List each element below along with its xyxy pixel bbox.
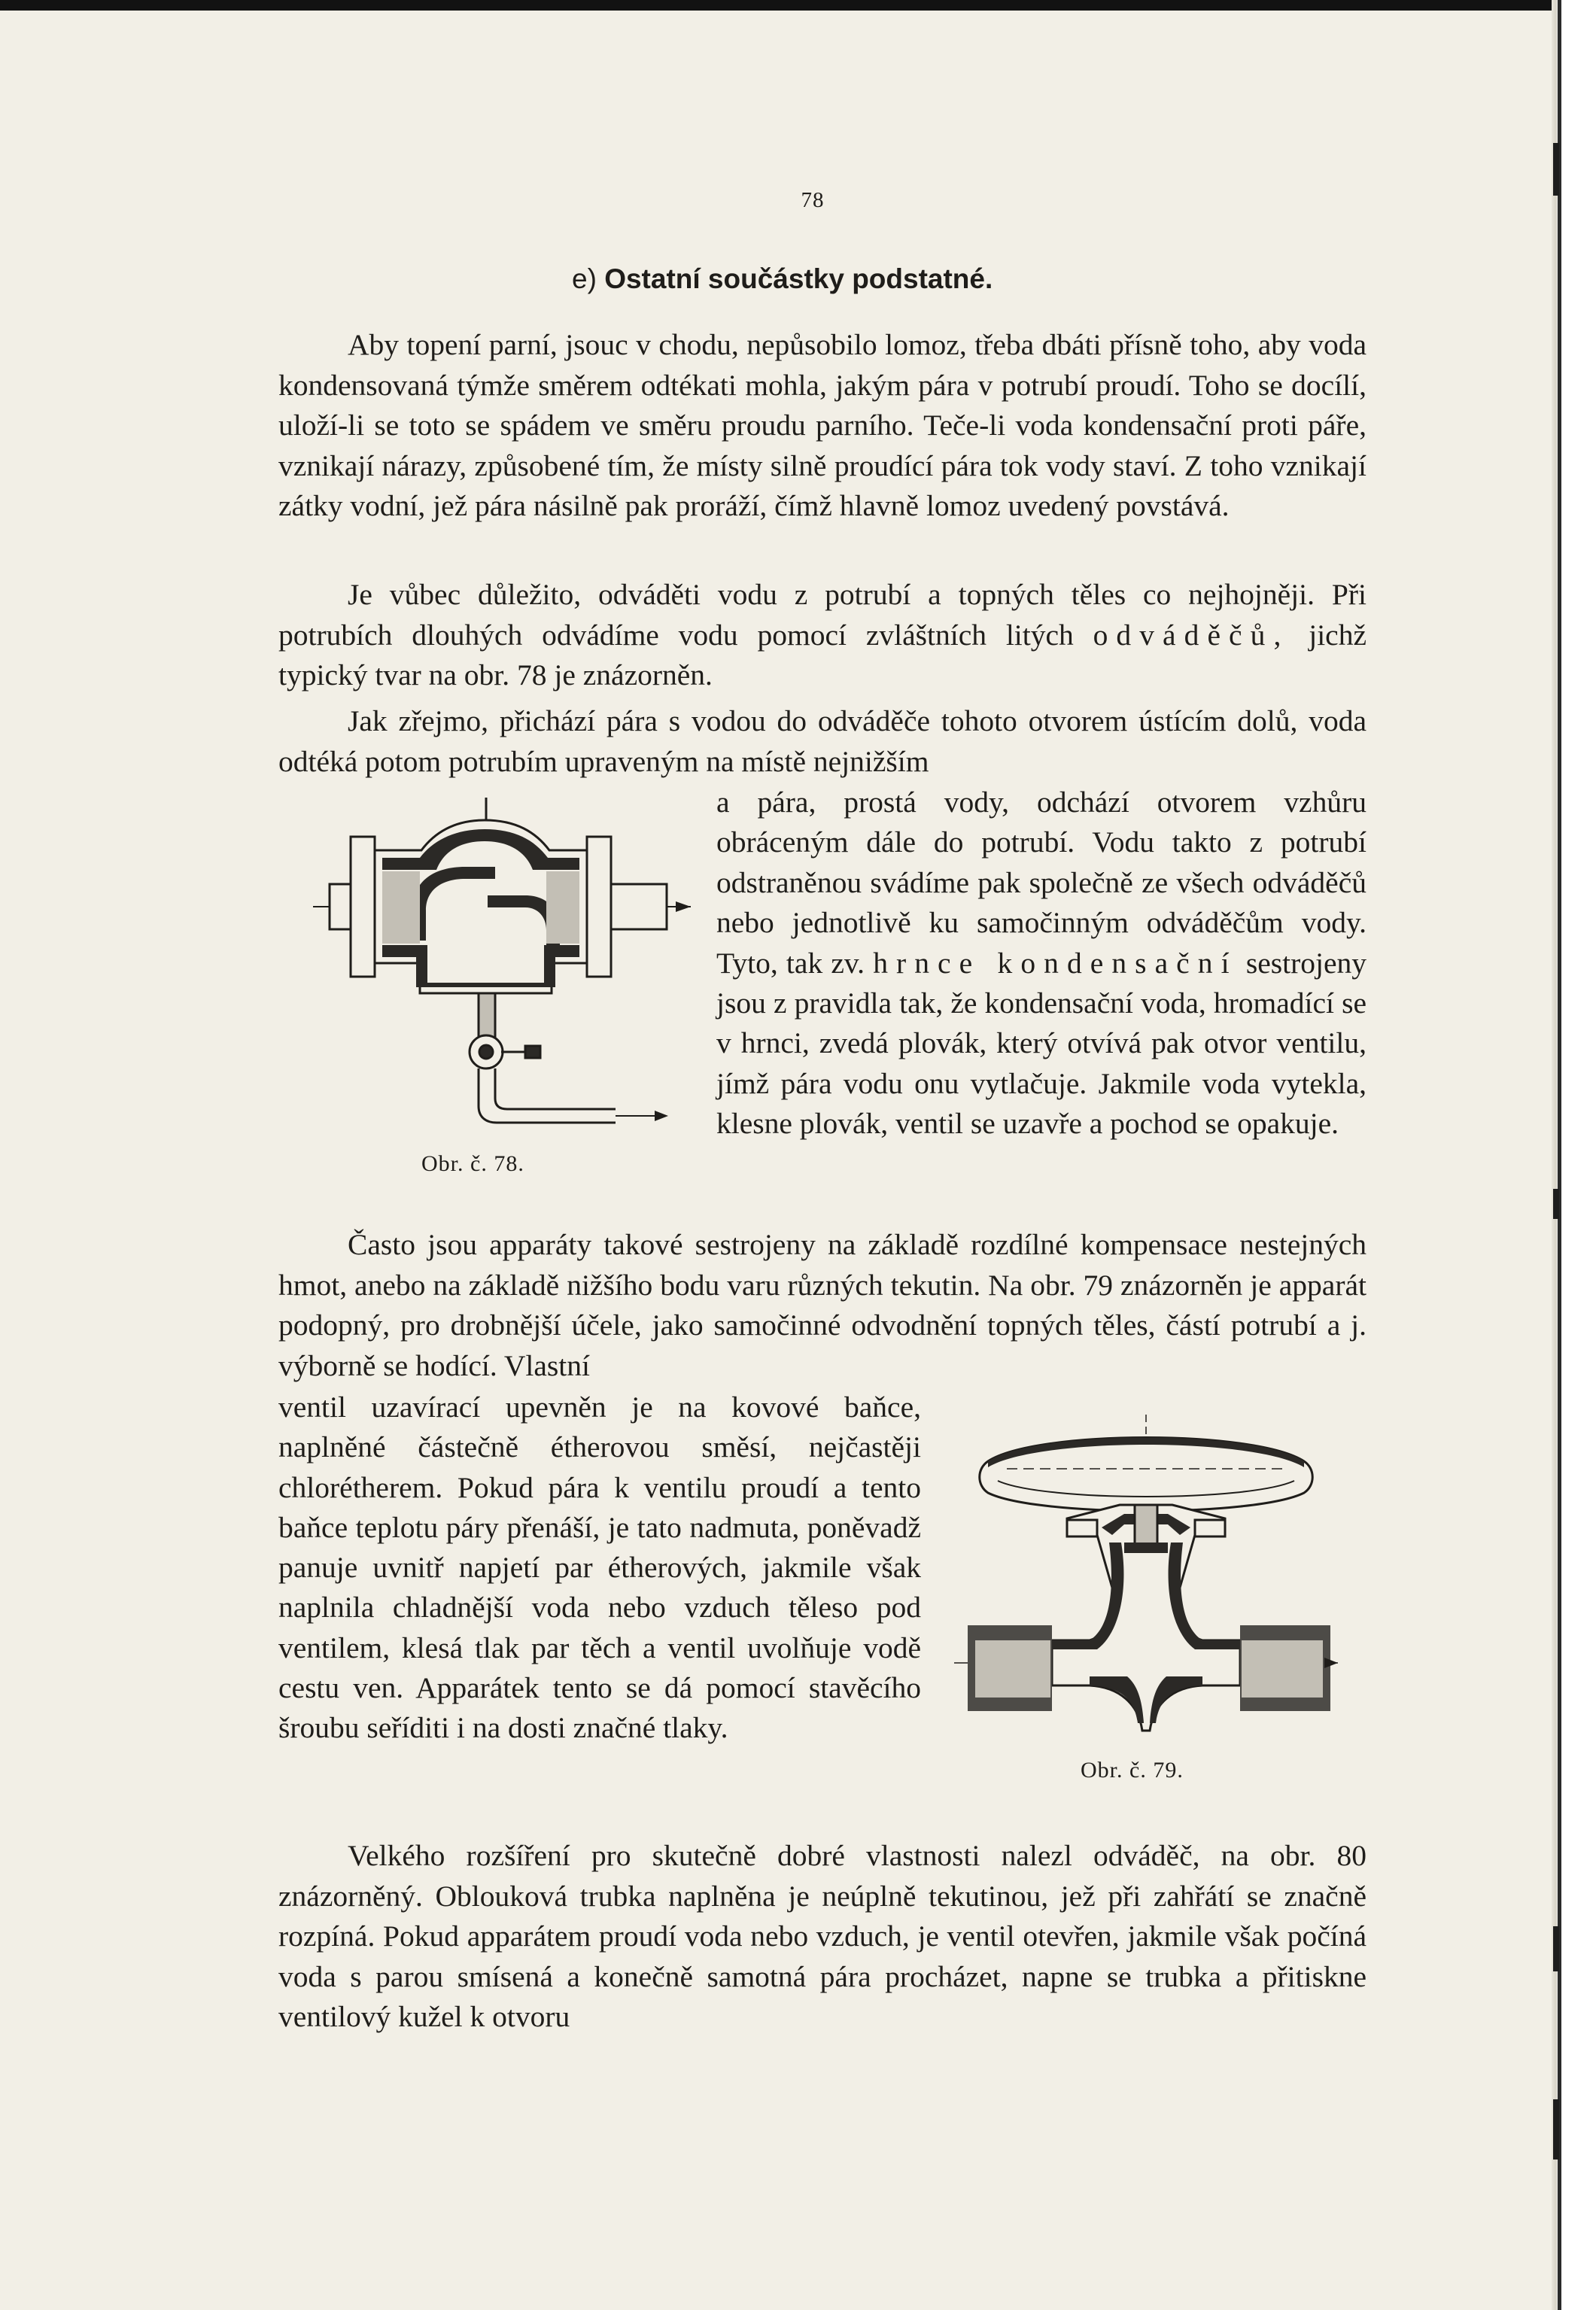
spine-mark — [1553, 1926, 1559, 1971]
paragraph-text: Často jsou apparáty takové sestrojeny na základě rozdílné kompensace nestejných hmot, anebo na základě nižšího bodu varu různých tekutin. Na obr. 79 znázorněn je apparát podopný, pro drobnější účele, jako samočinné odvodnění topných těles, částí potrubí a j. výborně se hodící. Vlastní — [278, 1228, 1366, 1382]
paragraph-text: jichž typický tvar na obr. 78 je znázorněn. — [278, 618, 1366, 692]
emphasized-term: odváděčů, — [1093, 618, 1290, 652]
paragraph-text: Je vůbec důležito, odváděti vodu z potrubí a topných těles co nejhojněji. Při potrubích dlouhých odvádíme vodu pomocí zvláštních litých — [278, 578, 1366, 652]
flow-arrow — [655, 1111, 668, 1121]
bonnet-ring — [1195, 1520, 1225, 1536]
paragraph-text: Jak zřejmo, přichází pára s vodou do odváděče tohoto otvorem ústícím dolů, voda odtéká potom potrubím upraveným na místě nejnižším — [278, 704, 1366, 778]
pipe-socket-right — [1242, 1640, 1323, 1698]
spine-mark — [1553, 1189, 1559, 1219]
drain-neck — [479, 993, 495, 1038]
paragraph — [278, 1225, 1366, 1386]
figure-79-caption: Obr. č. 79. — [1081, 1758, 1184, 1783]
figure-78-drawing — [307, 798, 698, 1144]
page-number: 78 — [801, 188, 825, 212]
flow-arrow — [1324, 1658, 1338, 1668]
paragraph — [278, 575, 1366, 696]
paragraph — [278, 325, 1366, 527]
left-flange — [351, 837, 375, 977]
paragraph-text: ventil uzavírací upevněn je na kovové baňce, naplněné částečně étherovou směsí, nejčastěji chlorétherem. Pokud pára k ventilu proudí a tento baňce teplotu páry přenáší, je tato nadmuta, poněvadž panuje uvnitř napjetí par étherových, jakmile však naplnila chladnější voda nebo vzduch těleso pod ventilem, klesá tlak par těch a ventil uvolňuje vodě cestu ven. Apparátek tento se dá pomocí stavěcího šroubu seříditi i na dosti značné tlaky. — [278, 1391, 921, 1745]
spine-mark — [1553, 143, 1559, 196]
right-flange — [587, 837, 611, 977]
scan-top-edge — [0, 0, 1596, 11]
valve-spindle — [1135, 1505, 1157, 1549]
paragraph-beside-figure — [716, 783, 1366, 1144]
figure-79-drawing — [954, 1415, 1345, 1746]
paragraph-text: Aby topení parní, jsouc v chodu, nepůsobilo lomoz, třeba dbáti přísně toho, aby voda kondensovaná týmže směrem odtékati mohla, jakým pára v potrubí proudí. Toho se docílí, uloží-li se toto se spádem ve směru proudu parního. Teče-li voda kondensační proti páře, vznikají nárazy, způsobené tím, že místy silně proudící pára tok vody staví. Z toho vznikají zátky vodní, jež pára násilně pak proráží, čímž hlavně lomoz uvedený povstává. — [278, 328, 1366, 523]
paragraph — [278, 701, 1366, 782]
section-heading — [572, 263, 1144, 295]
spine-mark — [1553, 2099, 1559, 2160]
emphasized-term: hrnce kondensační — [873, 946, 1238, 980]
figure-78-caption: Obr. č. 78. — [421, 1151, 524, 1176]
paragraph — [278, 1836, 1366, 2038]
valve-seat — [1124, 1543, 1168, 1553]
section-letter: e) — [572, 263, 597, 294]
drain-pipe — [479, 1068, 616, 1123]
pipe-socket-left — [975, 1640, 1050, 1698]
drain-valve — [479, 1045, 493, 1059]
paragraph-text: sestrojeny jsou z pravidla tak, že kondensační voda, hromadící se v hrnci, zvedá plovák, který otvívá pak otvor ventilu, jímž pára vodu onu vytlačuje. Jakmile voda vytekla, klesne plovák, ventil se uzavře a pochod se opakuje. — [716, 946, 1366, 1141]
flow-arrow — [676, 901, 691, 912]
body-core — [382, 871, 420, 944]
paragraph-text: Velkého rozšíření pro skutečně dobré vlastnosti nalezl odváděč, na obr. 80 znázorněný. Oblouková trubka naplněna je neúplně tekutinou, jež při zahřátí se značně rozpíná. Pokud apparátem proudí voda nebo vzduch, je ventil otevřen, jakmile však počíná voda s parou smísená a konečně samotná pára procházet, napne se trubka a přitiskne ventilový kužel k otvoru — [278, 1839, 1366, 2034]
section-title: Ostatní součástky podstatné. — [604, 263, 993, 294]
paragraph-text: a pára, prostá vody, odchází otvorem vzhůru obráceným dále do potrubí. Vodu takto z potrubí odstraněnou svádíme pak společně ze všech odváděčů nebo jednotlivě ku samočinným odváděčům vody. Tyto, tak zv. — [716, 786, 1366, 980]
valve-handle — [525, 1046, 540, 1058]
bonnet-ring — [1067, 1520, 1097, 1536]
paragraph-beside-figure — [278, 1388, 921, 1749]
body-core — [546, 871, 579, 944]
